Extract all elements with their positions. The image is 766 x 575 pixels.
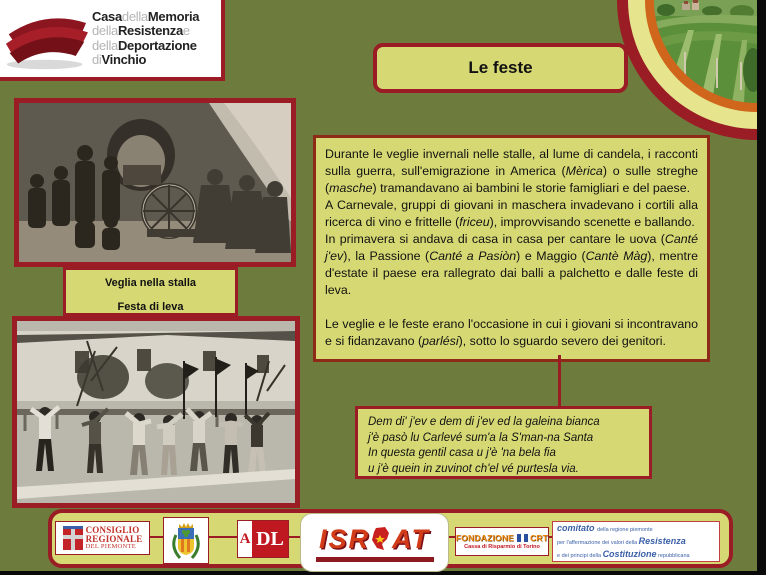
logo-line-3: dellaDeportazione bbox=[92, 37, 197, 53]
logo-consiglio-regionale-piemonte bbox=[55, 521, 150, 555]
logo-line-4: diVinchio bbox=[92, 52, 147, 67]
israt-text-left: ISR bbox=[318, 523, 370, 554]
casa-memoria-logo-text bbox=[92, 10, 199, 68]
crt-sigla-text: CRT bbox=[530, 533, 549, 543]
crt-fondazione-text: FONDAZIONE bbox=[455, 533, 515, 543]
stable-vigil-photo-image bbox=[19, 103, 291, 262]
dialect-quote-box: Dem di' j'ev e dem di j'ev ed la galeina bianca j'è pasò lu Carlevé sum'a la S'man-na Santa In questa gentil casa u j'è 'na bela fia u j'è quein in zuvinot ch'el vé purtesla via. bbox=[355, 406, 652, 479]
israt-text-right: AT bbox=[392, 523, 430, 554]
crt-square-icon bbox=[517, 534, 521, 542]
crt-subtitle: Cassa di Risparmio di Torino bbox=[464, 544, 540, 550]
photo-veglia-nella-stalla bbox=[14, 98, 296, 267]
logo-vinchio-crest bbox=[163, 517, 209, 564]
photo2-caption: Festa di leva bbox=[117, 301, 184, 313]
adl-letters-dl: DL bbox=[252, 521, 288, 557]
main-text-paragraphs: Durante le veglie invernali nelle stalle, al lume di candela, i racconti sulla guerra, sull'emigrazione in America (Mèrica) o sulle streghe (masche) tramandavano ai bambini le storie famigliari e del paese. A Carnevale, gruppi di giovani in maschera invadevano i cortili alla ricerca di vino e frittelle (friceu), improvvisando scenette e ballando. In primavera si andava di casa in casa per cantare le uova (Canté j'ev), la Passione (Canté a Pasiòn) e Maggio (Cantè Màg), mentre d'estate il paese era rallegrato dai balli a palchetto e dalle feste di leva. bbox=[325, 147, 699, 297]
leva-festival-photo-image bbox=[17, 321, 295, 503]
logo-israt bbox=[300, 513, 449, 572]
photo-festa-di-leva bbox=[12, 316, 300, 508]
logo-adl bbox=[237, 520, 289, 558]
comitato-line-3: e dei principi della Costituzione repubblicana bbox=[557, 548, 690, 559]
photo-captions-box bbox=[63, 267, 238, 316]
comitato-line-2: per l'affermazione dei valori della Resistenza bbox=[557, 536, 686, 547]
logo-line-1: CasadellaMemoria bbox=[92, 8, 200, 24]
logo-fondazione-crt bbox=[455, 527, 549, 556]
adl-letter-a: A bbox=[238, 521, 252, 557]
logo-comitato-resistenza-costituzione bbox=[552, 521, 720, 562]
photo1-caption: Veglia nella stalla bbox=[104, 277, 197, 289]
casa-memoria-logo-box bbox=[0, 0, 225, 81]
consiglio-text: CONSIGLIO REGIONALE DEL PIEMONTE bbox=[85, 524, 143, 550]
israt-underline-bar bbox=[316, 557, 434, 562]
quote-connector-line bbox=[558, 355, 561, 407]
vinchio-coat-of-arms-icon bbox=[168, 521, 204, 561]
asti-province-map-icon bbox=[372, 527, 390, 551]
page-title: Le feste bbox=[468, 58, 533, 77]
crt-square-icon bbox=[524, 534, 528, 542]
israt-wordmark bbox=[319, 524, 430, 555]
red-fan-logo-icon bbox=[0, 6, 92, 72]
right-black-strip bbox=[757, 0, 766, 575]
main-text-closing-paragraph: Le veglie e le feste erano l'occasione in cui i giovani si incontravano e si fidanzavano (parlési), sotto lo sguardo severo dei genitori. bbox=[325, 317, 698, 348]
logo-line-2: dellaResistenzae bbox=[92, 23, 190, 38]
crt-wordmark bbox=[456, 533, 548, 543]
comitato-line-1: comitato della regione piemonte bbox=[557, 523, 653, 534]
page-title-box bbox=[373, 43, 628, 93]
piemonte-coat-icon bbox=[63, 526, 83, 550]
main-text-box bbox=[313, 135, 710, 362]
